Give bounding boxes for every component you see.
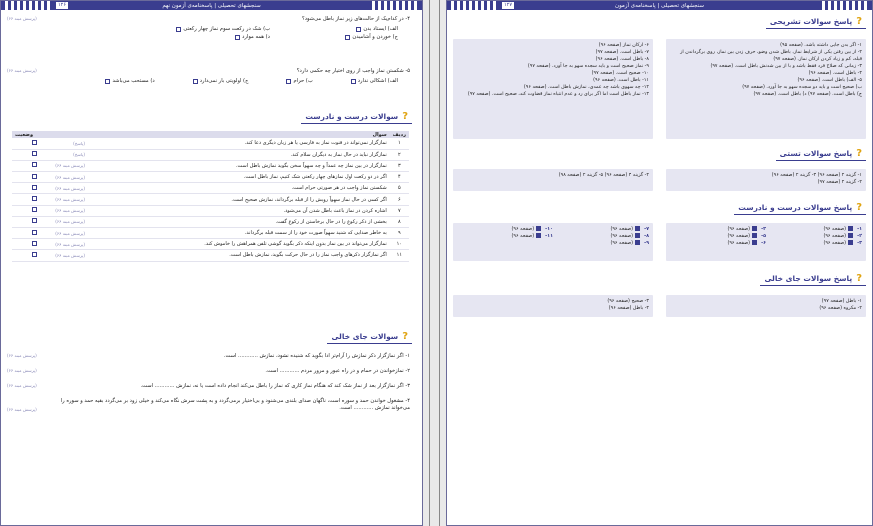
col-question-header: سوال xyxy=(88,131,390,138)
table-row xyxy=(12,250,409,261)
row-status xyxy=(12,149,88,160)
answer-source: (صفحه ۹۶) xyxy=(610,241,634,246)
answer-cell xyxy=(553,233,649,240)
answer-line: ۳- زمانی که صلاح فرد فقط باشد و با از بین شدنش باطل است. (صفحه ۹۷) xyxy=(710,64,862,69)
table-row xyxy=(12,160,409,171)
row-source: (پرسش مبنه ۶۶) xyxy=(55,241,85,247)
question-source: (پرسش مبنه ۶۶) xyxy=(7,407,37,412)
row-number: ۱ xyxy=(390,138,409,149)
answer-source: (صفحه ۹۶) xyxy=(823,241,847,246)
check-mark-icon xyxy=(635,226,640,231)
option-label: ب) حرام xyxy=(293,78,313,84)
section-title: پاسخ سوالات تستی xyxy=(779,149,853,158)
mc-question-4 xyxy=(7,16,410,41)
checkbox[interactable] xyxy=(193,79,198,84)
option-a[interactable] xyxy=(278,25,398,33)
question-mark-icon: ? xyxy=(402,330,408,342)
fill-answers-box-2 xyxy=(453,295,653,317)
page-number: ۱۲۷ xyxy=(504,2,513,8)
answer-number: ۴- xyxy=(761,227,766,232)
checkbox[interactable] xyxy=(105,79,110,84)
answer-line: ۶- ارکان نماز (صفحه ۹۶) xyxy=(598,43,649,48)
check-mark-icon xyxy=(752,233,757,238)
table-row xyxy=(12,138,409,149)
question-text: ۴- در کدام‌یک از حالت‌های زیر نماز باطل می‌شود؟ xyxy=(301,16,410,22)
row-source: (پرسش مبنه ۶۶) xyxy=(55,219,85,225)
row-number: ۲ xyxy=(390,149,409,160)
answer-line: ۱- گزینه ۲ (صفحه ۹۶) ۳- گزینه ۲ (صفحه ۹۶) xyxy=(771,173,862,178)
answer-line: ۷- باطل است. (صفحه ۹۷) xyxy=(595,50,649,55)
check-mark-icon xyxy=(848,233,853,238)
row-number: ۴ xyxy=(390,172,409,183)
row-number: ۱۱ xyxy=(390,250,409,261)
header-checker-pattern xyxy=(5,1,51,10)
answer-line: ۱۱- باطل است. (صفحه ۹۶) xyxy=(593,78,649,83)
option-b[interactable] xyxy=(176,25,270,33)
option-label: ب) شک در رکعت سوم نماز چهار رکعتی xyxy=(183,26,270,32)
answer-line: ۱۰- صحیح است. (صفحه ۹۷) xyxy=(591,71,649,76)
answer-line: ۱۲- چه سهوی باشد چه عمدی، نمازش باطل است. (صفحه ۹۶) xyxy=(523,85,649,90)
tf-answers-box-1 xyxy=(666,223,866,261)
col-num-header: ردیف xyxy=(390,131,409,138)
answer-source: (صفحه ۹۶) xyxy=(610,227,634,232)
mc-question-5 xyxy=(7,68,410,85)
answer-source: (صفحه ۹۶) xyxy=(727,227,751,232)
answer-cell xyxy=(670,240,766,247)
answer-line: ۲- از بین رفتن یکی از شرایط نماز، باطل شدن وضو، حرف زدن بین نماز، روی برگرداندن از قبله، کم و زیاد کردن ارکان نماز. (صفحه ۹۷) xyxy=(680,50,862,62)
table-row xyxy=(12,205,409,216)
descriptive-answers-box-1 xyxy=(666,39,866,139)
answer-line xyxy=(453,233,653,240)
option-b[interactable] xyxy=(286,77,312,85)
row-question: اگر نمازگزار ذکرهای واجب نماز را در حال حرکت بگوید، نمازش باطل است. xyxy=(88,250,390,261)
row-question: شکستن نماز واجب در هر صورتی حرام است. xyxy=(88,183,390,194)
right-page-title: سنجشهای تحصیلی | پاسخنامه‌ی آزمون xyxy=(615,2,704,9)
answer-line xyxy=(666,226,866,233)
option-d[interactable] xyxy=(235,33,270,41)
row-status xyxy=(12,239,88,250)
question-mark-icon: ? xyxy=(402,110,408,122)
answer-line xyxy=(666,233,866,240)
fill-section-heading xyxy=(327,331,412,344)
answer-line: ب) صحیح است و باید دو سجده سهو به جا آورد. (صفحه ۹۷) xyxy=(742,85,862,90)
table-row xyxy=(12,216,409,227)
gutter-line xyxy=(429,0,430,526)
answer-source: (صفحه ۹۶) xyxy=(727,241,751,246)
option-label: الف) اشکالی ندارد xyxy=(357,78,398,84)
row-question: نمازگزار نباید در حال نماز به دیگران سلام کند. xyxy=(88,149,390,160)
tf-table-wrap xyxy=(12,131,422,262)
row-question: نمازگزار می‌تواند در بین نماز بدون اینکه ذکر بگوید گوشی تلفن همراهش را خاموش کند. xyxy=(88,239,390,250)
answer-source: (صفحه ۹۶) xyxy=(823,234,847,239)
check-mark-icon xyxy=(536,226,541,231)
col-status-header: وضعیت xyxy=(12,131,88,138)
row-source: (پاسخ) xyxy=(73,152,85,158)
row-status xyxy=(12,183,88,194)
answer-number: ۷- xyxy=(644,227,649,232)
header-checker-pattern xyxy=(822,1,868,10)
answer-line: ۱۳- نماز باطل است اما اگر برای رد و عدم انتباه نماز قضاوت کند، صحیح است. (صفحه ۹۷) xyxy=(467,92,649,97)
check-mark-icon xyxy=(536,233,541,238)
answer-number: ۵- xyxy=(761,234,766,239)
row-source: (پرسش مبنه ۶۶) xyxy=(55,197,85,203)
header-checker-pattern xyxy=(451,1,497,10)
row-question: بخشی از ذکر رکوع را در حال برخاستن از رکوع گفت. xyxy=(88,216,390,227)
answer-line: ۴- باطل است. (صفحه ۹۶) xyxy=(808,71,862,76)
section-title: سوالات جای خالی xyxy=(331,332,399,341)
tf-answers-box-2 xyxy=(453,223,653,261)
check-mark-icon xyxy=(635,240,640,245)
row-number: ۹ xyxy=(390,228,409,239)
answer-line: ج) باطل است. (صفحه ۹۷) د) باطل است. (صفحه ۹۷) xyxy=(753,92,862,97)
answer-source: (صفحه ۹۶) xyxy=(610,234,634,239)
table-row xyxy=(12,149,409,160)
question-source: (پرسش مبنه ۶۶) xyxy=(7,68,37,73)
fill-question-text: ۴- مشغول خواندن حمد و سوره است، ناگهان صدای بلندی می‌شنود و بی‌اختیار برمی‌گردد و به پشت سرش نگاه می‌کند و خیلی زود بر می‌گردد بقیه حمد و سوره را می‌خواند نمازش ............ است. xyxy=(60,398,410,411)
table-row xyxy=(12,172,409,183)
question-source: (پرسش مبنه ۶۶) xyxy=(7,383,37,388)
checkbox[interactable] xyxy=(356,27,361,32)
row-question: اگر کسی در حال نماز سهواً رویش را از قبله برگرداند، نمازش صحیح است. xyxy=(88,194,390,205)
answer-cell xyxy=(457,226,553,233)
left-page xyxy=(0,0,423,526)
answer-cell xyxy=(457,233,553,240)
answer-line xyxy=(666,240,866,247)
table-row xyxy=(12,183,409,194)
check-mark-icon xyxy=(752,226,757,231)
answer-cell xyxy=(766,240,862,247)
answer-line: ۴- گزینه ۴ (صفحه ۹۶) ۵- گزینه ۲ (صفحه ۹۸) xyxy=(558,173,649,178)
row-status xyxy=(12,172,88,183)
row-number: ۵ xyxy=(390,183,409,194)
row-source: (پرسش مبنه ۶۶) xyxy=(55,230,85,236)
option-a[interactable] xyxy=(351,77,398,85)
row-source: (پرسش مبنه ۶۶) xyxy=(55,174,85,180)
tf-table xyxy=(12,131,409,262)
answer-source: (صفحه ۹۶) xyxy=(511,234,535,239)
row-question: نمازگزار در بین نماز چه عمداً و چه سهواً سخن بگوید نمازش باطل است. xyxy=(88,160,390,171)
answer-number: ۱- xyxy=(857,227,862,232)
fill-question-text: ۱- اگر نمازگزار ذکر نمازش را آرام‌تر ادا بگوید که شنیده نشود، نمازش ............ است. xyxy=(223,353,410,359)
row-number: ۷ xyxy=(390,205,409,216)
row-source: (پاسخ) xyxy=(73,140,85,146)
answer-cell xyxy=(553,226,649,233)
option-c[interactable] xyxy=(193,77,249,85)
row-source: (پرسش مبنه ۶۶) xyxy=(55,163,85,169)
descriptive-answers-box-2 xyxy=(453,39,653,139)
answer-line: ۱- باطل (صفحه ۹۷) xyxy=(821,299,862,304)
check-mark-icon xyxy=(635,233,640,238)
checkbox[interactable] xyxy=(235,35,240,40)
fill-answers-box-1 xyxy=(666,295,866,317)
question-mark-icon: ? xyxy=(856,15,862,27)
right-page xyxy=(446,0,873,526)
answer-number: ۱۱- xyxy=(545,234,553,239)
answer-number: ۹- xyxy=(644,241,649,246)
row-status xyxy=(12,216,88,227)
option-label: ج) خوردن و آشامیدن xyxy=(352,34,398,40)
row-number: ۶ xyxy=(390,194,409,205)
tf-answers-heading xyxy=(734,202,866,215)
row-number: ۱۰ xyxy=(390,239,409,250)
fill-question xyxy=(7,353,410,368)
answer-line: ۸- باطل است. (صفحه ۹۶) xyxy=(595,57,649,62)
fill-question xyxy=(7,368,410,383)
checkbox[interactable] xyxy=(176,27,181,32)
option-label: ج) اولویتی بار نمی‌دارد xyxy=(199,78,249,84)
answer-cell xyxy=(670,233,766,240)
fill-questions xyxy=(7,353,410,412)
row-question: به خاطر صدایی که شنید سهواً صورت خود را از سمت قبله برگرداند. xyxy=(88,228,390,239)
descriptive-heading xyxy=(766,16,866,29)
answer-cell xyxy=(766,226,862,233)
answer-line: ۱- اگر بدن جایی داشته باشد. (صفحه ۹۵) xyxy=(780,43,862,48)
row-number: ۸ xyxy=(390,216,409,227)
answer-source: (صفحه ۹۶) xyxy=(823,227,847,232)
answer-line: ۳- صحیح (صفحه ۹۶) xyxy=(607,299,649,304)
mc-answers-box-2 xyxy=(453,169,653,191)
checkbox[interactable] xyxy=(286,79,291,84)
fill-question-text: ۳- اگر نمازگزار بعد از نماز شک کند که هنگام نماز کاری که نماز را باطل می‌کند انجام داده است یا نه، نمازش ............ است. xyxy=(140,383,410,389)
answer-number: ۶- xyxy=(761,241,766,246)
table-row xyxy=(12,239,409,250)
row-status xyxy=(12,250,88,261)
answer-cell xyxy=(670,226,766,233)
section-title: پاسخ سوالات جای خالی xyxy=(764,274,853,283)
row-source: (پرسش مبنه ۶۶) xyxy=(55,252,85,258)
check-mark-icon xyxy=(752,240,757,245)
answer-cell xyxy=(553,240,649,247)
tf-section-heading xyxy=(301,111,412,124)
gutter-line xyxy=(439,0,440,526)
answer-line: ۴- باطل (صفحه ۹۶) xyxy=(608,306,649,311)
checkbox[interactable] xyxy=(351,79,356,84)
row-status xyxy=(12,138,88,149)
page-number: ۱۲۶ xyxy=(58,2,67,8)
row-status xyxy=(12,194,88,205)
answer-line: ۵- الف) باطل است. (صفحه ۹۶) xyxy=(797,78,862,83)
option-c[interactable] xyxy=(278,33,398,41)
mc-answers-heading xyxy=(776,148,866,161)
question-mark-icon: ? xyxy=(856,272,862,284)
answer-number: ۸- xyxy=(644,234,649,239)
checkbox[interactable] xyxy=(345,35,350,40)
fill-answers-heading xyxy=(760,273,866,286)
header-checker-pattern xyxy=(372,1,418,10)
right-page-header xyxy=(447,1,872,10)
mc-answers-box-1 xyxy=(666,169,866,191)
answer-source: (صفحه ۹۶) xyxy=(511,227,535,232)
fill-question xyxy=(7,398,410,412)
row-source: (پرسش مبنه ۶۶) xyxy=(55,208,85,214)
option-d[interactable] xyxy=(105,77,154,85)
question-source: (پرسش مبنه ۶۶) xyxy=(7,368,37,373)
row-question: نمازگزار نمی‌تواند در قنوت نماز به فارسی یا هر زبان دیگری دعا کند. xyxy=(88,138,390,149)
answer-line: ۹- نماز صحیح است و باید سجده سهو به جا آورد. (صفحه ۹۷) xyxy=(527,64,649,69)
fill-question xyxy=(7,383,410,398)
section-title: سوالات درست و نادرست xyxy=(305,112,399,121)
question-mark-icon: ? xyxy=(856,147,862,159)
answer-line: ۲- گزینه ۲ (صفحه ۹۷) xyxy=(817,180,862,185)
option-label: د) همه موارد xyxy=(242,34,270,40)
answer-number: ۱۰- xyxy=(545,227,553,232)
section-title: پاسخ سوالات تشریحی xyxy=(769,17,853,26)
answer-cell xyxy=(766,233,862,240)
left-page-title: سنجشهای تحصیلی | پاسخنامه‌ی آزمون نهم xyxy=(162,2,261,9)
answer-line xyxy=(453,226,653,233)
answer-source: (صفحه ۹۶) xyxy=(727,234,751,239)
answer-line: ۲- مکروه (صفحه ۹۶) xyxy=(819,306,862,311)
question-text: ۵- شکستن نماز واجب از روی اختیار چه حکمی دارد؟ xyxy=(296,68,410,74)
table-row xyxy=(12,194,409,205)
section-title: پاسخ سوالات درست و نادرست xyxy=(738,203,853,212)
left-page-header xyxy=(1,1,422,10)
table-header-row xyxy=(12,131,409,138)
answer-line xyxy=(453,240,653,247)
question-source: (پرسش مبنه ۶۶) xyxy=(7,16,37,21)
row-status xyxy=(12,228,88,239)
answer-number: ۲- xyxy=(857,234,862,239)
row-status xyxy=(12,160,88,171)
check-mark-icon xyxy=(848,240,853,245)
option-label: د) مستحب می‌باشد xyxy=(112,78,155,84)
row-number: ۳ xyxy=(390,160,409,171)
row-status xyxy=(12,205,88,216)
answer-number: ۳- xyxy=(857,241,862,246)
row-question: اگر در دو رکعت اول نمازهای چهار رکعتی شک کنیم، نماز باطل است. xyxy=(88,172,390,183)
page-gutter xyxy=(423,0,446,526)
fill-question-text: ۲- نمازخواندن در حمام و در راه عبور و مرور مردم ............ است. xyxy=(265,368,410,374)
row-source: (پرسش مبنه ۶۶) xyxy=(55,185,85,191)
question-mark-icon: ? xyxy=(856,201,862,213)
table-row xyxy=(12,228,409,239)
option-label: الف) ایستاد بدن xyxy=(363,26,398,32)
row-question: اشاره کردن در نماز باعث باطل شدن آن می‌شود. xyxy=(88,205,390,216)
check-mark-icon xyxy=(848,226,853,231)
question-source: (پرسش مبنه ۶۶) xyxy=(7,353,37,358)
